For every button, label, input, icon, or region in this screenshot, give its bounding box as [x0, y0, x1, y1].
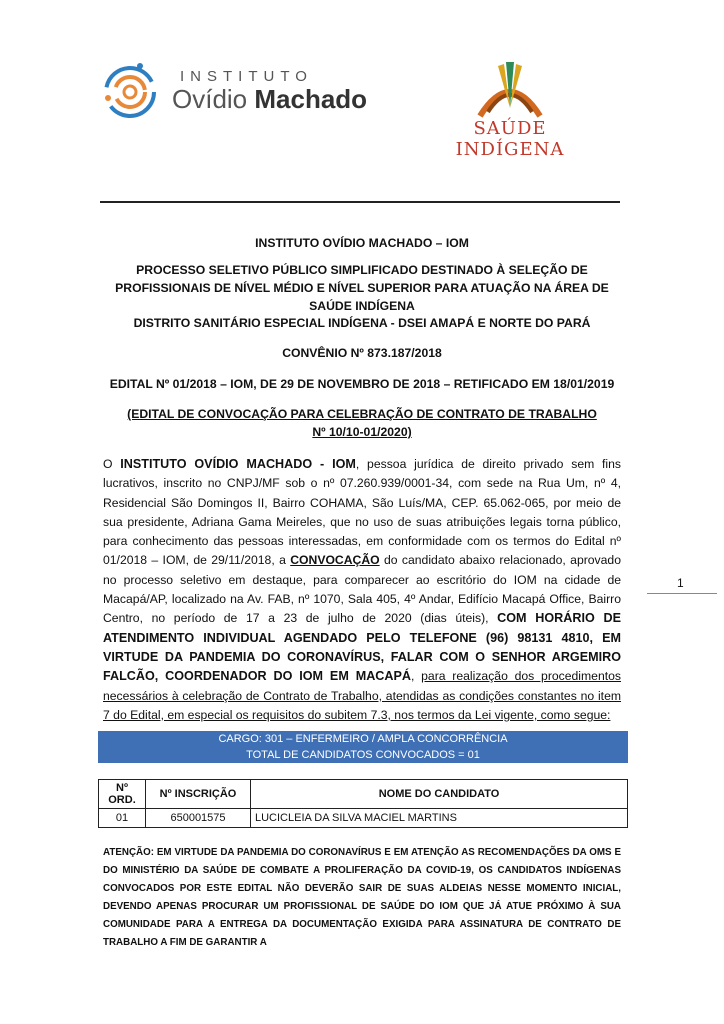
convenio-heading: CONVÊNIO Nº 873.187/2018 [282, 346, 442, 360]
cargo-band [98, 731, 628, 763]
scheduling-notice: COM HORÁRIO DE ATENDIMENTO INDIVIDUAL AGENDADO PELO TELEFONE (96) 98131 4810, EM VIRTUDE DA PANDEMIA DO CORONAVÍRUS, FALAR COM O SENHOR ARGEMIRO FALCÃO, COORDENADOR DO IOM EM MACAPÁ [103, 611, 621, 684]
table-row [99, 809, 628, 828]
convocacao-heading-line-2: Nº 10/10-01/2020) [312, 425, 412, 439]
iom-logo [100, 58, 368, 122]
feather-headdress-icon [470, 58, 550, 118]
cargo-total: TOTAL DE CANDIDATOS CONVOCADOS = 01 [246, 749, 480, 761]
iom-logo-mark-icon [100, 58, 164, 122]
district-heading: DISTRITO SANITÁRIO ESPECIAL INDÍGENA - DSEI AMAPÁ E NORTE DO PARÁ [133, 316, 591, 330]
institution-name: INSTITUTO OVÍDIO MACHADO - IOM [120, 457, 356, 471]
process-heading: PROCESSO SELETIVO PÚBLICO SIMPLIFICADO DESTINADO À SELEÇÃO DE PROFISSIONAIS DE NÍVEL MÉDIO E NÍVEL SUPERIOR PARA ATUAÇÃO NA ÁREA DE SAÚDE INDÍGENA [115, 263, 609, 313]
edital-heading: EDITAL Nº 01/2018 – IOM, DE 29 DE NOVEMBRO DE 2018 – RETIFICADO EM 18/01/2019 [109, 377, 615, 391]
header-inscricao: Nº INSCRIÇÃO [146, 780, 251, 809]
cell-ord: 01 [99, 809, 146, 828]
convocacao-heading-line-1: (EDITAL DE CONVOCAÇÃO PARA CELEBRAÇÃO DE CONTRATO DE TRABALHO [127, 407, 597, 421]
cargo-title: CARGO: 301 – ENFERMEIRO / AMPLA CONCORRÊNCIA [218, 733, 508, 745]
saude-indigena-logo [430, 58, 590, 158]
header-nome: NOME DO CANDIDATO [251, 780, 628, 809]
header-ord: Nº ORD. [99, 780, 146, 809]
iom-logo-name: Ovídio Machado [172, 84, 368, 114]
cell-inscricao: 650001575 [146, 809, 251, 828]
convocation-paragraph: O INSTITUTO OVÍDIO MACHADO - IOM, pessoa jurídica de direito privado sem fins lucrativos, inscrito no CNPJ/MF sob o nº 07.260.939/0001-34, com sede na Rua Um, nº 4, Residencial São Domingos II, Bairro COHAMA, São Luís/MA, CEP. 65.062-065, por meio de sua presidente, Adriana Gama Meireles, que no uso de suas atribuições legais torna público, para conhecimento das pessoas interessadas, em conformidade com os termos do Edital nº 01/2018 – IOM, de 29/11/2018, a CONVOCAÇÃO do candidato abaixo relacionado, aprovado no processo seletivo em destaque, para comparecer ao escritório do IOM na cidade de Macapá/AP, localizado na Av. FAB, nº 1070, Sala 405, 4º Andar, Edifício Macapá Office, Bairro Centro, no período de 17 a 23 de julho de 2020 (dias úteis), COM HORÁRIO DE ATENDIMENTO INDIVIDUAL AGENDADO PELO TELEFONE (96) 98131 4810, EM VIRTUDE DA PANDEMIA DO CORONAVÍRUS, FALAR COM O SENHOR ARGEMIRO FALCÃO, COORDENADOR DO IOM EM MACAPÁ, para realização dos procedimentos necessários à celebração de Contrato de Trabalho, atendidas as condições constantes no item 7 do Edital, em especial os requisitos do subitem 7.3, nos termos da Lei vigente, como segue: [103, 457, 622, 722]
institution-heading: INSTITUTO OVÍDIO MACHADO – IOM [255, 236, 469, 250]
purpose-text: para realização dos procedimentos necessários à celebração de Contrato de Trabalho, atendidas as condições constantes no item 7 do Edital, em especial os requisitos do subitem 7.3, nos termos da Lei vigente, como segue: [103, 669, 621, 722]
saude-indigena-text: SAÚDE INDÍGENA [455, 118, 565, 160]
attention-notice: ATENÇÃO: EM VIRTUDE DA PANDEMIA DO CORONAVÍRUS E EM ATENÇÃO AS RECOMENDAÇÕES DA OMS E DO MINISTÉRIO DA SAÚDE DE COMBATE A PROLIFERAÇÃO DA COVID-19, OS CANDIDATOS INDÍGENAS CONVOCADOS POR ESTE EDITAL NÃO DEVERÃO SAIR DE SUAS ALDEIAS NESSE MOMENTO INICIAL, DEVENDO APENAS PROCURAR UM PROFISSIONAL DE SAÚDE DO IOM QUE JÁ ATUE PRÓXIMO À SUA COMUNIDADE PARA A ENTREGA DA DOCUMENTAÇÃO EXIGIDA PARA ASSINATURA DE CONTRATO DE TRABALHO A FIM DE GARANTIR A [103, 847, 621, 948]
page-number: 1 [677, 576, 684, 590]
table-header-row [99, 780, 628, 809]
header-divider [100, 201, 620, 203]
cell-nome: LUCICLEIA DA SILVA MACIEL MARTINS [251, 809, 628, 828]
convocacao-word: CONVOCAÇÃO [290, 553, 380, 568]
candidates-table [98, 779, 628, 828]
margin-line [647, 593, 717, 594]
convocacao-heading [96, 405, 628, 441]
iom-logo-small-text: INSTITUTO [180, 68, 313, 85]
